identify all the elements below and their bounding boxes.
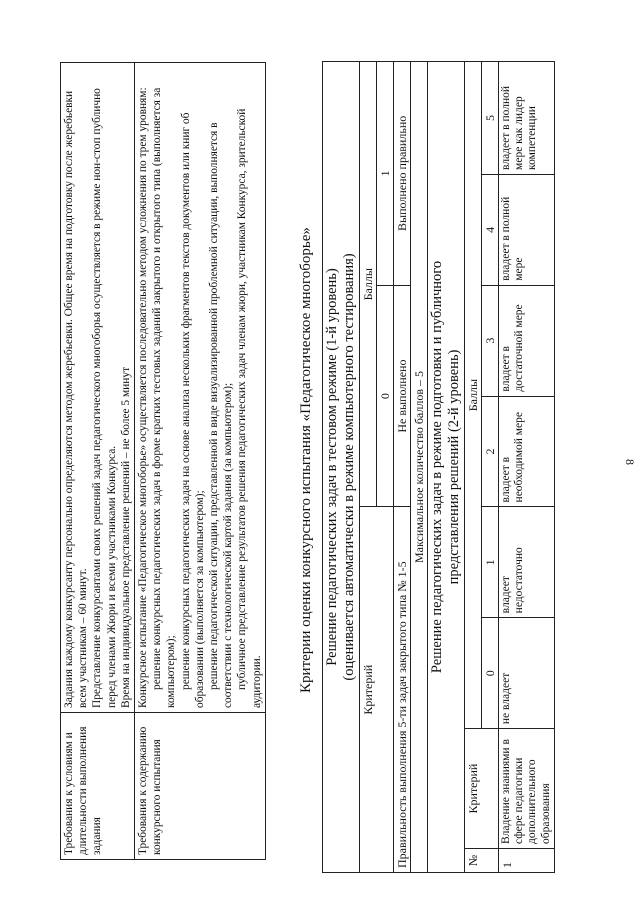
- level1-heading-line1: Решение педагогических задач в тестовом режиме (1-й уровень): [324, 268, 340, 666]
- criteria-table: [322, 61, 555, 873]
- level1-heading-line2: (оценивается автоматически в режиме компьютерного тестирования): [341, 253, 357, 681]
- level2-row-value-4: владеет в полной мере: [499, 174, 555, 285]
- requirement-content: [135, 63, 266, 713]
- requirement-line: решение конкурсных педагогических задач в форме кратких тестовых заданий закрытого и открытого типа (выполняется за компьютером);: [151, 87, 178, 708]
- table-row: [394, 62, 411, 873]
- table-row: [135, 63, 266, 860]
- table-row: [499, 62, 555, 873]
- level2-row-value-5: владеет в полной мере как лидер компетенции: [499, 62, 555, 175]
- level2-row-value-3: владеет в достаточной мере: [499, 285, 555, 396]
- level1-max-points: Максимальное количество баллов – 5: [411, 62, 428, 873]
- requirement-line: Время на индивидуальное представление решений – не более 5 минут: [119, 366, 132, 708]
- level2-heading-line2: представления решений (2-й уровень): [446, 349, 462, 585]
- level2-row-value-0: не владеет: [499, 618, 555, 729]
- criteria-title: Критерии оценки конкурсного испытания «Педагогическое многоборье»: [298, 227, 314, 693]
- level2-score-3: 3: [482, 285, 499, 396]
- level1-row-criterion: Правильность выполнения 5-ти задач закрытого типа № 1-5: [394, 507, 411, 873]
- requirement-content: [61, 63, 135, 713]
- table-row: [61, 63, 135, 860]
- level2-row-value-1: владеет недостаточно: [499, 507, 555, 618]
- level2-points-header: Баллы: [465, 62, 482, 729]
- level2-score-4: 4: [482, 174, 499, 285]
- level2-score-5: 5: [482, 62, 499, 175]
- level1-row-value-1: Выполнено правильно: [394, 62, 411, 286]
- level2-heading-row: [428, 62, 465, 873]
- level2-score-0: 0: [482, 618, 499, 729]
- level1-score-1: 1: [377, 62, 394, 286]
- level2-heading-line1: Решение педагогических задач в режиме подготовки и публичного: [429, 260, 445, 674]
- requirement-line: Конкурсное испытание «Педагогическое многоборье» осуществляется последовательно методом усложнения по трем уровням:: [137, 87, 150, 708]
- page-number: 8: [623, 459, 637, 465]
- level1-heading-row: [323, 62, 360, 873]
- level2-score-1: 1: [482, 507, 499, 618]
- level2-row-num: 1: [499, 849, 555, 873]
- level1-row-value-0: Не выполнено: [394, 285, 411, 507]
- level2-header-row: [465, 62, 482, 873]
- requirement-line: решение педагогической ситуации, представленной в виде визуализированной проблемной ситуации, выполняется в соответствии с технологической картой задания (за компьютером);: [208, 122, 235, 708]
- table-row: [411, 62, 428, 873]
- level1-criterion-header: Критерий: [360, 507, 394, 873]
- level2-heading: [428, 62, 465, 873]
- level1-header-row: [360, 62, 377, 873]
- level1-score-0: 0: [377, 285, 394, 507]
- requirement-label: Требования к содержанию конкурсного испытания: [135, 713, 266, 860]
- requirement-line: Представление конкурсантами своих решений задач педагогического многоборья осуществляется в режиме нон-стоп публично перед членами Жюри и всеми участниками Конкурса.: [91, 88, 118, 708]
- requirement-line: публичное представление результатов решения педагогических задач членам жюри, участникам Конкурса, зрительской аудитории.: [236, 108, 263, 708]
- level2-criterion-header: Критерий: [465, 729, 499, 849]
- level1-heading: [323, 62, 360, 873]
- level2-num-header: №: [465, 849, 499, 873]
- requirement-line: решение конкурсных педагогических задач на основе анализа нескольких фрагментов текстов документов или книг об образовании (выполняется за компьютером);: [179, 112, 206, 708]
- requirements-table: [60, 62, 266, 860]
- requirement-line: Задания каждому конкурсанту персонально определяются методом жеребьевки. Общее время на подготовку после жеребьевки всем участникам – 60 минут.: [63, 90, 90, 708]
- level2-row-value-2: владеет в необходимой мере: [499, 396, 555, 507]
- level2-score-2: 2: [482, 396, 499, 507]
- requirement-label: Требования к условиям и длительности выполнения задания: [61, 713, 135, 860]
- level2-row-criterion: Владение знаниями в сфере педагогики дополнительного образования: [499, 729, 555, 849]
- level1-points-header: Баллы: [360, 62, 377, 507]
